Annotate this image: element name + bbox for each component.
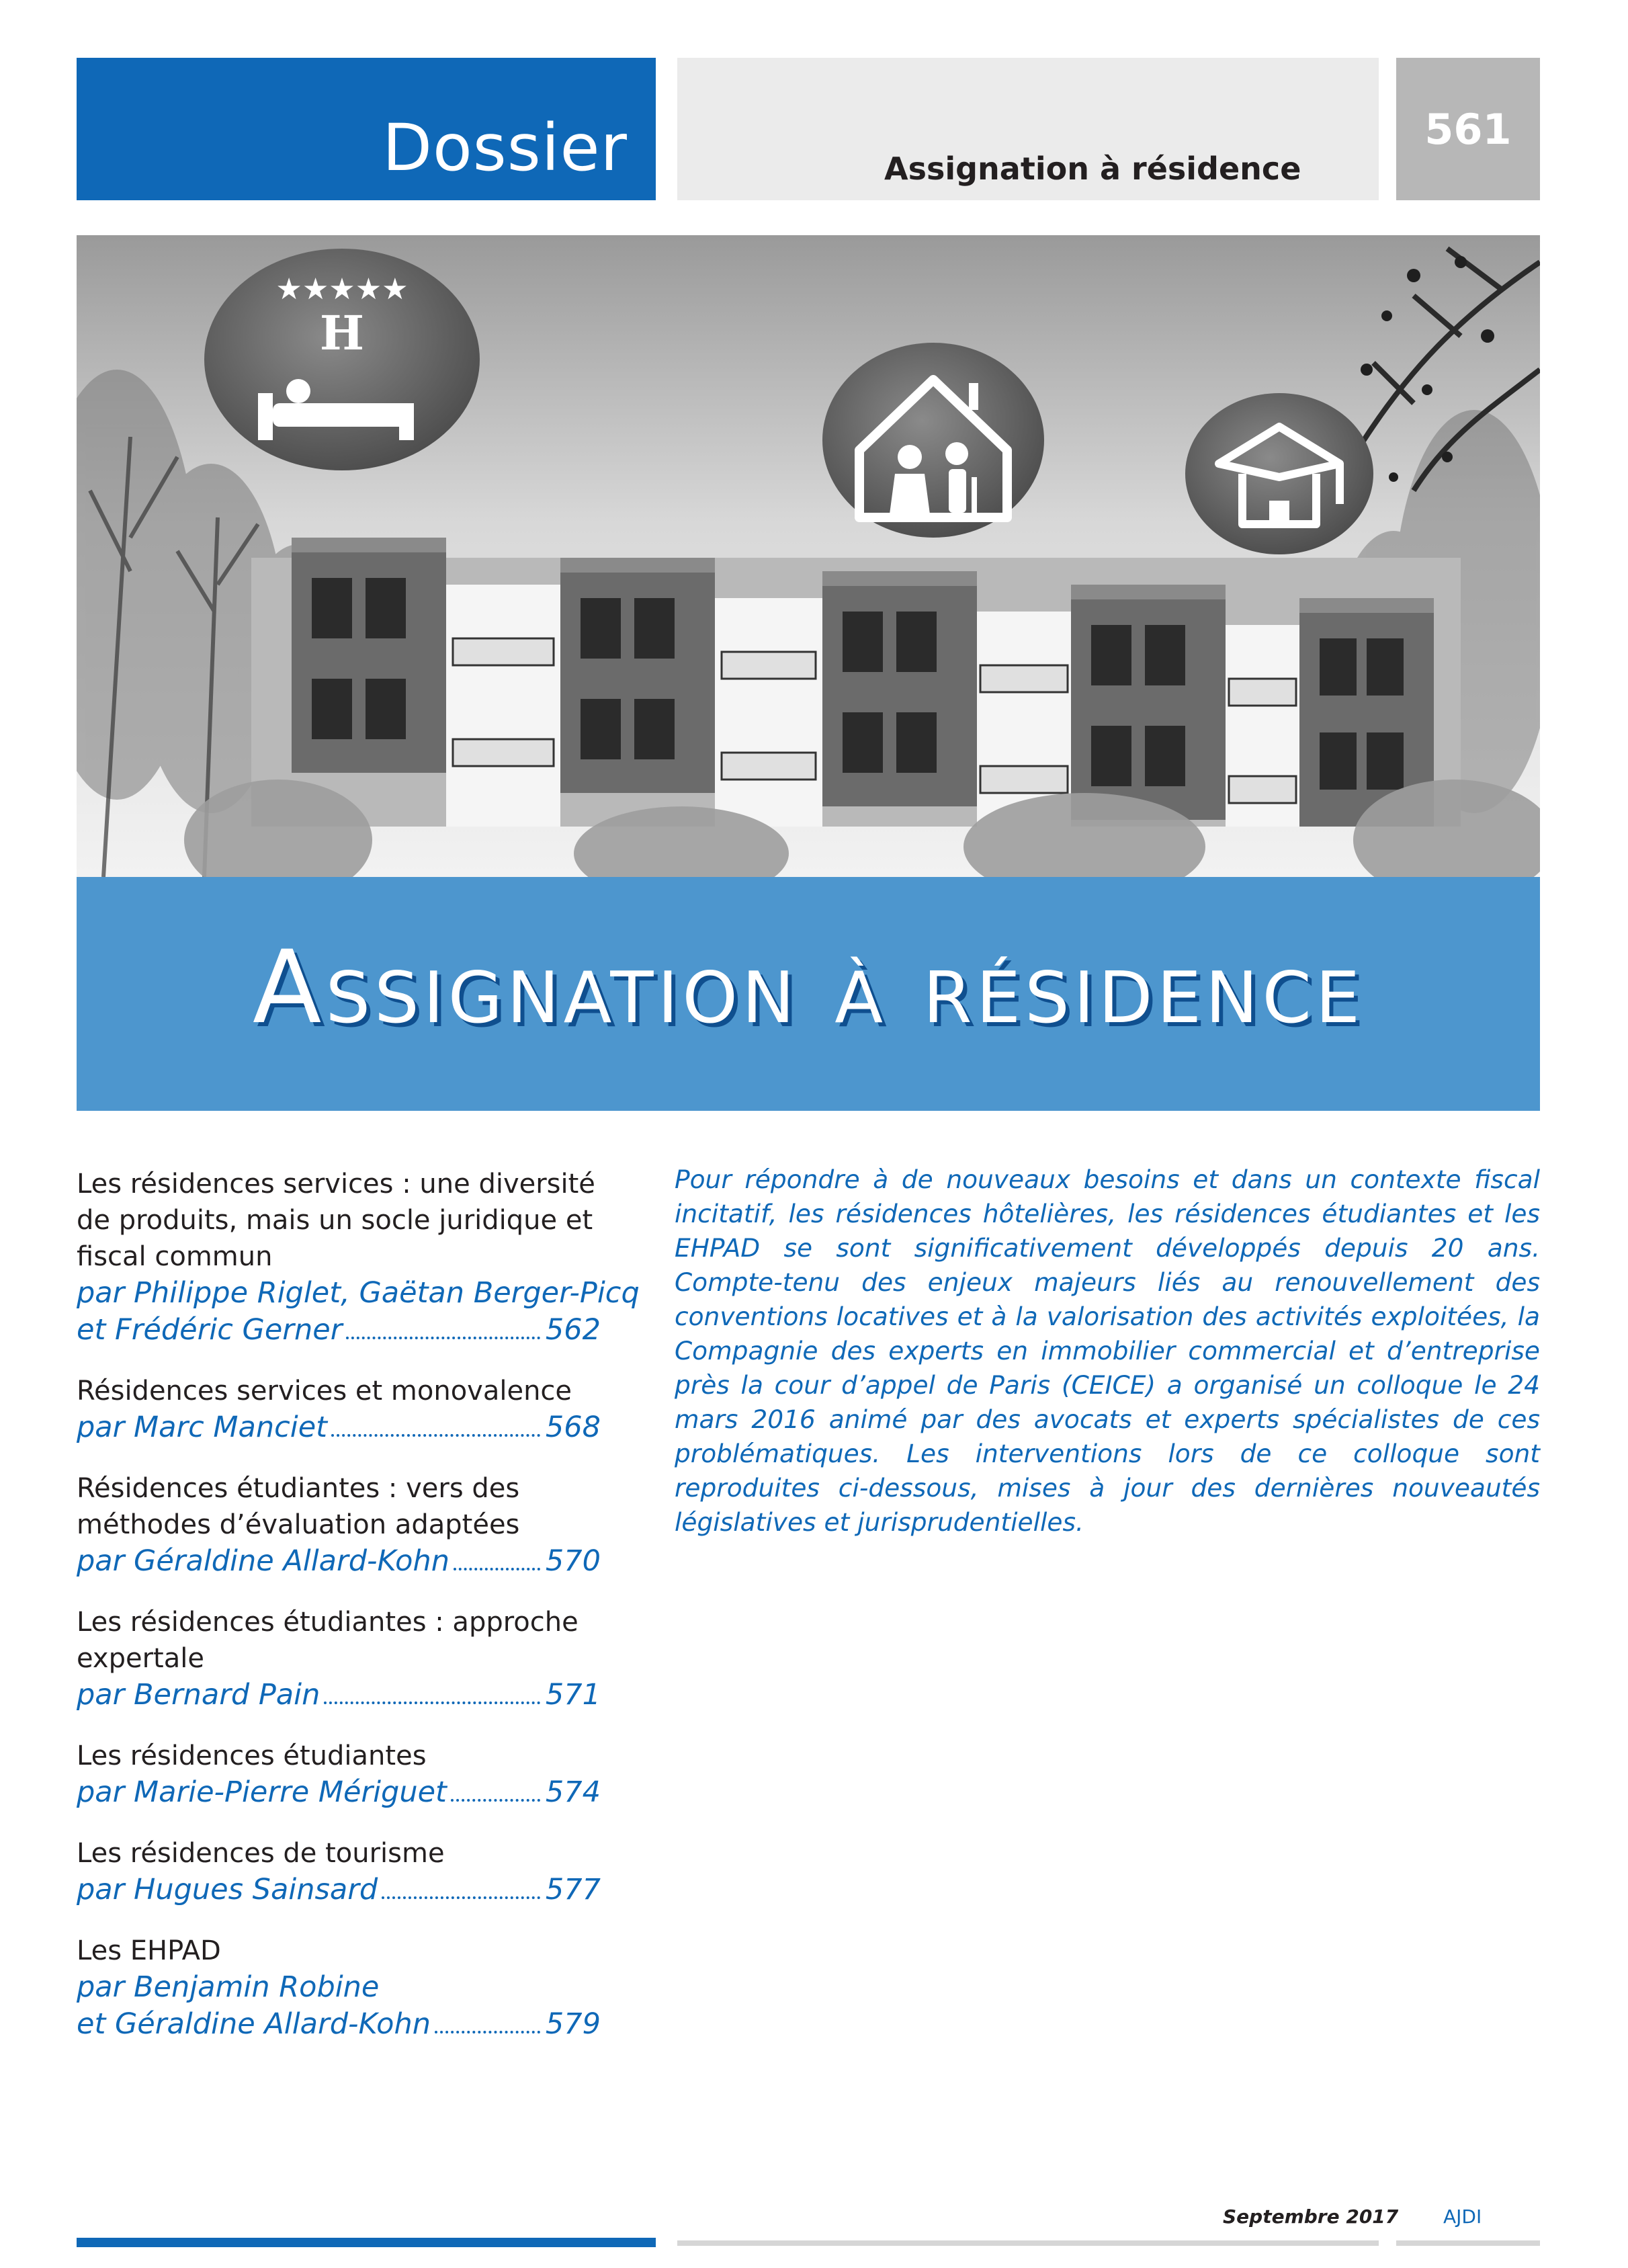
leader-dots [382, 1896, 540, 1899]
toc-entry-page: 577 [545, 1873, 601, 1906]
hotel-icon [204, 249, 480, 470]
toc-entry[interactable] [77, 1373, 601, 1446]
svg-text:H: H [319, 305, 365, 361]
toc-entry-author: par Marie-Pierre Mériguet 574 [77, 1774, 601, 1811]
toc-entry-author: par Géraldine Allard-Kohn 570 [77, 1543, 601, 1580]
toc-entry-title: Les résidences de tourisme [77, 1838, 445, 1869]
leader-dots [346, 1337, 540, 1339]
toc-entry-author: par Bernard Pain 571 [77, 1677, 601, 1714]
toc-entry-title: Les EHPAD [77, 1935, 221, 1966]
toc-entry[interactable] [77, 1835, 601, 1908]
toc-entry-title: Les résidences étudiantes [77, 1740, 427, 1771]
title-band [77, 877, 1540, 1111]
leader-dots [435, 2031, 540, 2033]
footer-rule-grey-right [1396, 2240, 1540, 2246]
table-of-contents [77, 1166, 640, 2067]
senior-home-icon [822, 343, 1044, 538]
toc-entry[interactable] [77, 1933, 601, 2043]
footer-rule-blue [77, 2238, 656, 2247]
residence-building-image [77, 235, 1540, 877]
toc-entry-author: par Hugues Sainsard 577 [77, 1872, 601, 1908]
running-title-box [677, 58, 1379, 200]
toc-entry-title: Les résidences étudiantes : approche expertale [77, 1607, 579, 1674]
page-number: 561 [1424, 105, 1512, 154]
toc-entry[interactable] [77, 1604, 601, 1714]
section-label: Dossier [382, 110, 628, 185]
running-title: Assignation à résidence [884, 151, 1301, 187]
toc-entry-page: 568 [545, 1411, 601, 1444]
section-label-box [77, 58, 656, 200]
intro-paragraph: Pour répondre à de nouveaux besoins et dans un contexte fiscal incitatif, les résidences hôtelières, les résidences étudiantes et les EHPAD se sont significativement développés depuis 20 ans. Compte-tenu des enjeux majeurs liés au renouvellement des conventions locatives et à la valorisation des activités exploitées, la Compagnie des experts en immobilier commercial et d’entreprise près la cour d’appel de Paris (CEICE) a organisé un colloque le 24 mars 2016 animé par des avocats et experts spécialistes de ces problématiques. Les interventions lors de ce colloque sont reproduites ci-dessous, mises à jour des dernières nouveautés législatives et jurisprudentielles. [675, 1165, 1540, 1537]
footer-rule-grey [677, 2240, 1379, 2246]
graduation-home-icon [1185, 393, 1373, 554]
footer-journal: AJDI [1443, 2206, 1482, 2228]
toc-entry-page: 574 [545, 1775, 601, 1809]
svg-text:★★★★★: ★★★★★ [275, 272, 409, 306]
toc-entry-author: par Marc Manciet 568 [77, 1409, 601, 1446]
footer-date: Septembre 2017 [1223, 2206, 1399, 2228]
leader-dots [324, 1702, 540, 1704]
toc-entry[interactable] [77, 1166, 640, 1349]
toc-entry[interactable] [77, 1470, 601, 1580]
toc-entry-page: 562 [545, 1313, 601, 1347]
toc-entry-author-line2: et Géraldine Allard-Kohn 579 [77, 2006, 601, 2043]
hero-illustration [77, 235, 1540, 877]
toc-entry-title: Résidences services et monovalence [77, 1376, 572, 1406]
toc-entry-author: par Philippe Riglet, Gaëtan Berger-Picq [77, 1276, 640, 1310]
toc-entry-page: 579 [545, 2007, 601, 2041]
leader-dots [451, 1799, 540, 1802]
toc-entry-title: Résidences étudiantes : vers des méthodes d’évaluation adaptées [77, 1473, 520, 1540]
toc-entry-author: par Benjamin Robine [77, 1970, 380, 2004]
leader-dots [454, 1568, 540, 1570]
toc-entry-author-line2: et Frédéric Gerner 562 [77, 1312, 601, 1349]
toc-entry-page: 571 [545, 1678, 601, 1712]
toc-entry[interactable] [77, 1738, 601, 1811]
toc-entry-page: 570 [545, 1544, 601, 1578]
page-number-box [1396, 58, 1540, 200]
dossier-title: Assignation à résidence [252, 929, 1365, 1046]
leader-dots [331, 1434, 540, 1437]
toc-entry-title: Les résidences services : une diversité de produits, mais un socle juridique et fiscal commun [77, 1169, 595, 1272]
